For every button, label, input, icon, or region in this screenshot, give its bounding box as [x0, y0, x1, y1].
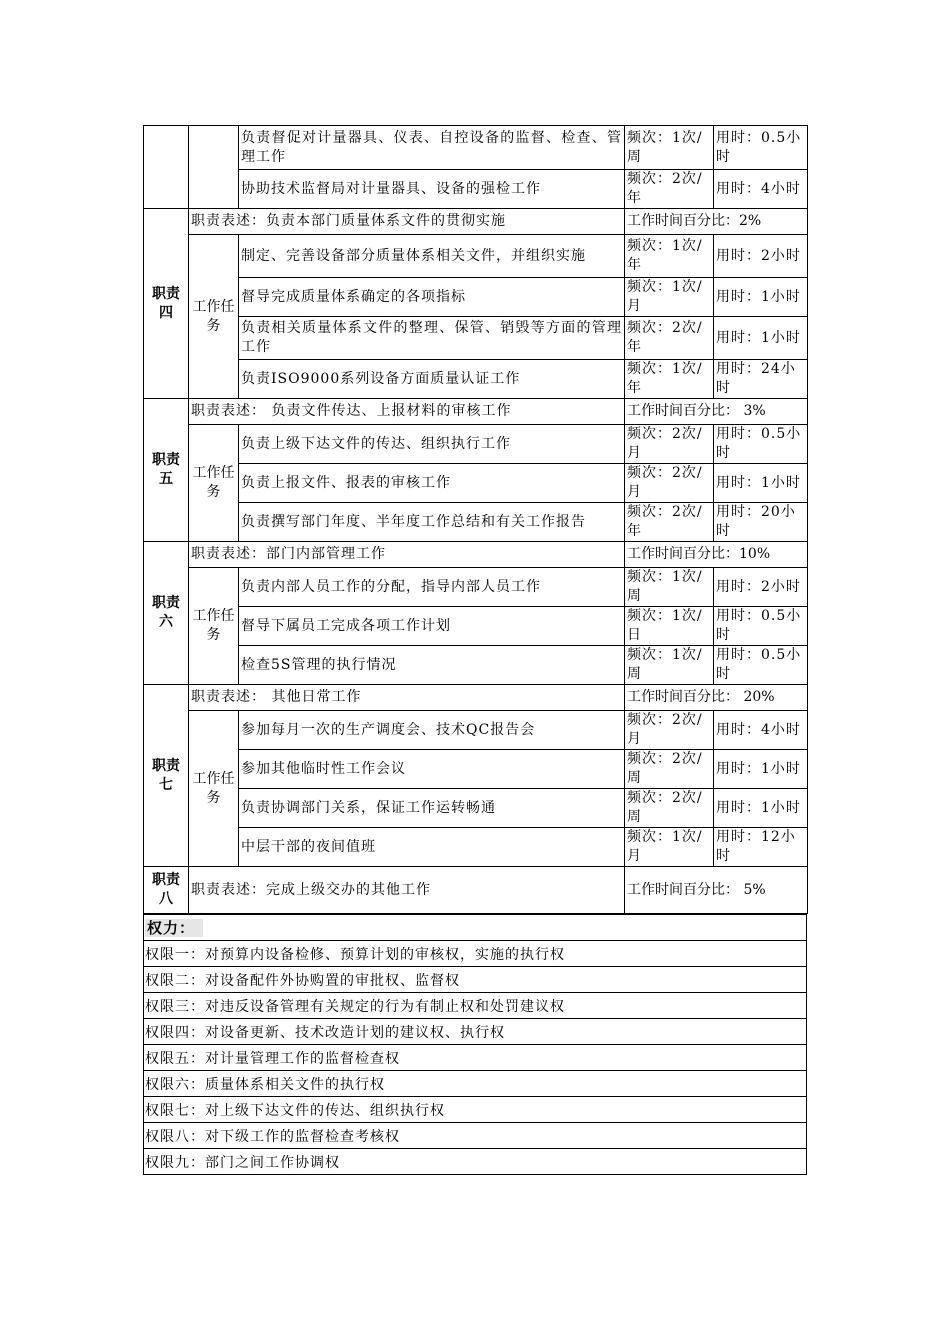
task-text: 负责内部人员工作的分配，指导内部人员工作	[239, 568, 625, 607]
duty-head: 职责四	[144, 209, 189, 399]
task-text: 中层干部的夜间值班	[239, 828, 625, 867]
work-task-label: 工作任务	[189, 425, 239, 542]
power-table	[143, 914, 807, 1175]
task-duration: 用时：0.5小时	[714, 646, 808, 685]
task-text: 协助技术监督局对计量器具、设备的强检工作	[239, 170, 625, 209]
duty-description-row	[144, 542, 808, 568]
duty-table	[143, 125, 808, 914]
power-row	[144, 1071, 807, 1097]
work-time-percentage: 工作时间百分比： 20%	[625, 685, 808, 711]
task-duration: 用时：0.5小时	[714, 126, 808, 170]
task-text: 督导下属员工完成各项工作计划	[239, 607, 625, 646]
task-frequency: 频次：2次/月	[625, 464, 714, 503]
work-time-percentage: 工作时间百分比：10%	[625, 542, 808, 568]
power-item: 权限九：部门之间工作协调权	[144, 1149, 807, 1175]
task-row	[144, 235, 808, 278]
power-row	[144, 993, 807, 1019]
task-text: 负责撰写部门年度、半年度工作总结和有关工作报告	[239, 503, 625, 542]
task-frequency: 频次：1次/年	[625, 235, 714, 278]
task-text: 负责督促对计量器具、仪表、自控设备的监督、检查、管理工作	[239, 126, 625, 170]
task-row	[144, 750, 808, 789]
task-frequency: 频次：1次/月	[625, 278, 714, 317]
duty-head: 职责八	[144, 867, 189, 914]
power-item: 权限一：对预算内设备检修、预算计划的审核权，实施的执行权	[144, 941, 807, 967]
power-title: 权力：	[145, 919, 203, 937]
task-text: 负责ISO9000系列设备方面质量认证工作	[239, 360, 625, 399]
power-row	[144, 1149, 807, 1175]
duty-description-row	[144, 685, 808, 711]
power-row	[144, 1019, 807, 1045]
power-title-row	[144, 915, 807, 941]
task-text: 负责协调部门关系，保证工作运转畅通	[239, 789, 625, 828]
task-row	[144, 568, 808, 607]
task-row	[144, 278, 808, 317]
power-item: 权限五：对计量管理工作的监督检查权	[144, 1045, 807, 1071]
work-task-label: 工作任务	[189, 235, 239, 399]
task-text: 督导完成质量体系确定的各项指标	[239, 278, 625, 317]
task-row	[144, 425, 808, 464]
task-frequency: 频次：1次/周	[625, 126, 714, 170]
task-row	[144, 360, 808, 399]
duty-description-row	[144, 867, 808, 914]
task-duration: 用时：12小时	[714, 828, 808, 867]
task-duration: 用时：20小时	[714, 503, 808, 542]
work-time-percentage: 工作时间百分比：2%	[625, 209, 808, 235]
task-duration: 用时：1小时	[714, 278, 808, 317]
duty-head: 职责七	[144, 685, 189, 867]
work-label-cell	[189, 126, 239, 209]
task-duration: 用时：24小时	[714, 360, 808, 399]
task-text: 负责相关质量体系文件的整理、保管、销毁等方面的管理工作	[239, 317, 625, 360]
power-row	[144, 1123, 807, 1149]
task-row	[144, 170, 808, 209]
task-frequency: 频次：1次/月	[625, 828, 714, 867]
task-duration: 用时：2小时	[714, 235, 808, 278]
work-time-percentage: 工作时间百分比： 5%	[625, 867, 808, 914]
task-row	[144, 789, 808, 828]
duty-description: 职责表述：完成上级交办的其他工作	[189, 867, 625, 914]
task-text: 参加每月一次的生产调度会、技术QC报告会	[239, 711, 625, 750]
duty-description: 职责表述：部门内部管理工作	[189, 542, 625, 568]
duty-head: 职责五	[144, 399, 189, 542]
work-time-percentage: 工作时间百分比： 3%	[625, 399, 808, 425]
task-row	[144, 607, 808, 646]
power-row	[144, 1097, 807, 1123]
task-frequency: 频次：2次/年	[625, 317, 714, 360]
task-duration: 用时：0.5小时	[714, 425, 808, 464]
power-item: 权限四：对设备更新、技术改造计划的建议权、执行权	[144, 1019, 807, 1045]
power-row	[144, 1045, 807, 1071]
power-row	[144, 941, 807, 967]
work-task-label: 工作任务	[189, 711, 239, 867]
task-duration: 用时：1小时	[714, 464, 808, 503]
power-item: 权限三：对违反设备管理有关规定的行为有制止权和处罚建议权	[144, 993, 807, 1019]
work-task-label: 工作任务	[189, 568, 239, 685]
task-text: 参加其他临时性工作会议	[239, 750, 625, 789]
task-row	[144, 317, 808, 360]
task-frequency: 频次：2次/周	[625, 750, 714, 789]
duty-head-cell	[144, 126, 189, 209]
task-duration: 用时：1小时	[714, 317, 808, 360]
task-row	[144, 711, 808, 750]
duty-description-row	[144, 399, 808, 425]
task-frequency: 频次：2次/年	[625, 170, 714, 209]
job-description-sheet	[143, 125, 807, 1175]
task-duration: 用时：2小时	[714, 568, 808, 607]
task-frequency: 频次：2次/月	[625, 711, 714, 750]
task-row	[144, 126, 808, 170]
task-text: 负责上报文件、报表的审核工作	[239, 464, 625, 503]
power-item: 权限二：对设备配件外协购置的审批权、监督权	[144, 967, 807, 993]
task-frequency: 频次：1次/周	[625, 646, 714, 685]
power-row	[144, 967, 807, 993]
task-text: 制定、完善设备部分质量体系相关文件，并组织实施	[239, 235, 625, 278]
duty-description: 职责表述： 其他日常工作	[189, 685, 625, 711]
power-title-cell	[144, 915, 807, 941]
task-duration: 用时：4小时	[714, 711, 808, 750]
task-frequency: 频次：1次/周	[625, 568, 714, 607]
task-duration: 用时：1小时	[714, 789, 808, 828]
task-row	[144, 503, 808, 542]
power-item: 权限六：质量体系相关文件的执行权	[144, 1071, 807, 1097]
task-frequency: 频次：1次/日	[625, 607, 714, 646]
task-row	[144, 646, 808, 685]
task-frequency: 频次：2次/周	[625, 789, 714, 828]
task-frequency: 频次：2次/年	[625, 503, 714, 542]
duty-description: 职责表述： 负责文件传达、上报材料的审核工作	[189, 399, 625, 425]
power-item: 权限七：对上级下达文件的传达、组织执行权	[144, 1097, 807, 1123]
task-frequency: 频次：1次/年	[625, 360, 714, 399]
task-duration: 用时：1小时	[714, 750, 808, 789]
duty-description: 职责表述：负责本部门质量体系文件的贯彻实施	[189, 209, 625, 235]
duty-head: 职责六	[144, 542, 189, 685]
task-row	[144, 464, 808, 503]
duty-description-row	[144, 209, 808, 235]
task-text: 检查5S管理的执行情况	[239, 646, 625, 685]
power-item: 权限八：对下级工作的监督检查考核权	[144, 1123, 807, 1149]
task-duration: 用时：4小时	[714, 170, 808, 209]
task-row	[144, 828, 808, 867]
task-text: 负责上级下达文件的传达、组织执行工作	[239, 425, 625, 464]
task-duration: 用时：0.5小时	[714, 607, 808, 646]
task-frequency: 频次：2次/月	[625, 425, 714, 464]
